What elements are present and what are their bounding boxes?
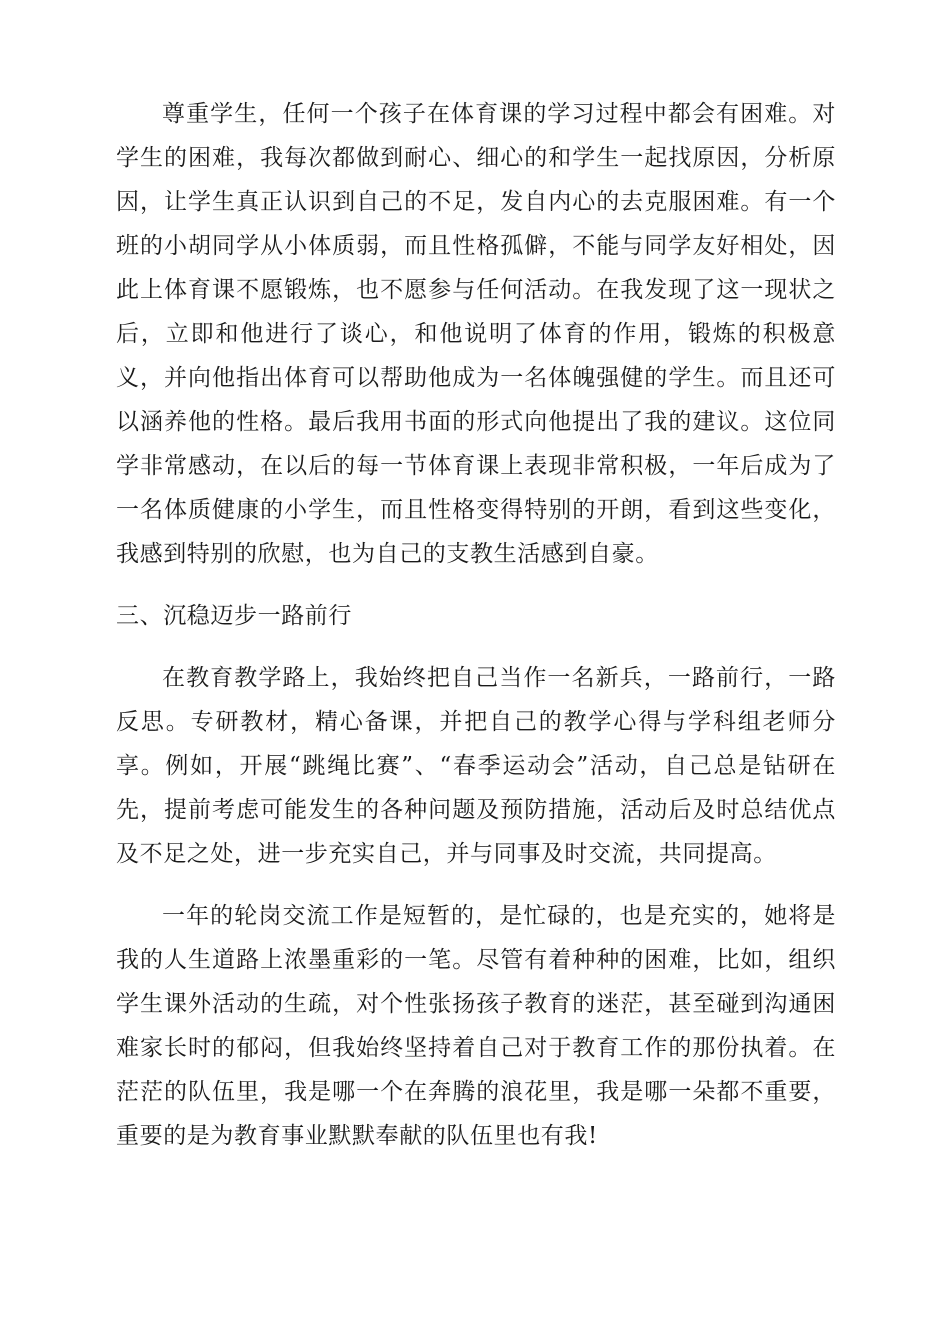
section-heading: 三、沉稳迈步一路前行 — [116, 603, 352, 629]
document-body — [116, 92, 836, 1176]
paragraph-teaching-path: 在教育教学路上，我始终把自己当作一名新兵，一路前行，一路反思。专研教材，精心备课，并把自己的教学心得与学科组老师分享。例如，开展“跳绳比赛”、“春季运动会”活动，自己总是钻研在先，提前考虑可能发生的各种问题及预防措施，活动后及时总结优点及不足之处，进一步充实自己，并与同事及时交流，共同提高。 — [116, 665, 836, 867]
paragraph-rotation-summary: 一年的轮岗交流工作是短暂的，是忙碌的，也是充实的，她将是我的人生道路上浓墨重彩的一笔。尽管有着种种的困难，比如，组织学生课外活动的生疏，对个性张扬孩子教育的迷茫，甚至碰到沟通困难家长时的郁闷，但我始终坚持着自己对于教育工作的那份执着。在茫茫的队伍里，我是哪一个在奔腾的浪花里，我是哪一朵都不重要，重要的是为教育事业默默奉献的队伍里也有我! — [116, 903, 836, 1149]
paragraph-respect-students: 尊重学生，任何一个孩子在体育课的学习过程中都会有困难。对学生的困难，我每次都做到耐心、细心的和学生一起找原因，分析原因，让学生真正认识到自己的不足，发自内心的去克服困难。有一个班的小胡同学从小体质弱，而且性格孤僻，不能与同学友好相处，因此上体育课不愿锻炼，也不愿参与任何活动。在我发现了这一现状之后，立即和他进行了谈心，和他说明了体育的作用，锻炼的积极意义，并向他指出体育可以帮助他成为一名体魄强健的学生。而且还可以涵养他的性格。最后我用书面的形式向他提出了我的建议。这位同学非常感动，在以后的每一节体育课上表现非常积极，一年后成为了一名体质健康的小学生，而且性格变得特别的开朗，看到这些变化，我感到特别的欣慰，也为自己的支教生活感到自豪。 — [116, 101, 836, 567]
